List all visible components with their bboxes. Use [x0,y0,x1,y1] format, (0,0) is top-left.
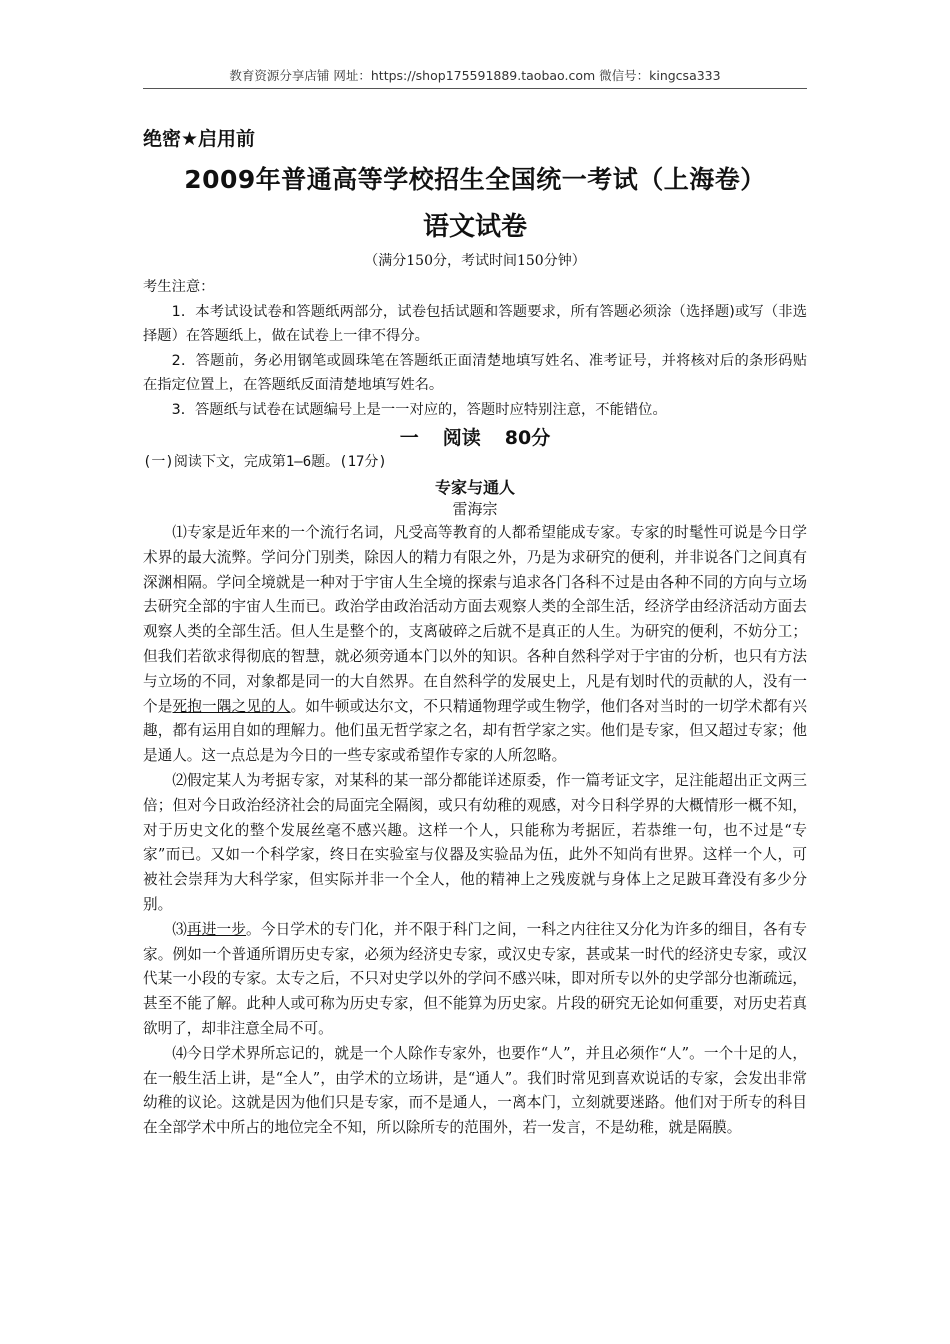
section-score: 80分 [504,427,551,449]
article-paragraph [143,918,807,1042]
section-heading [143,423,807,450]
notice-item: 1．本考试设试卷和答题纸两部分，试卷包括试题和答题要求，所有答题必须涂（选择题)或写（非选择题）在答题纸上，做在试卷上一律不得分。 [143,303,807,344]
section-number: 一 [399,427,419,449]
notice-item: 2．答题前，务必用钢笔或圆珠笔在答题纸正面清楚地填写姓名、准考证号，并将核对后的条形码贴在指定位置上，在答题纸反面清楚地填写姓名。 [143,352,807,393]
section-name: 阅读 [442,427,481,449]
exam-title: 2009年普通高等学校招生全国统一考试（上海卷） [184,165,766,194]
exam-subtitle: 语文试卷 [422,212,527,242]
paragraph-text: ⑴专家是近年来的一个流行名词，凡受高等教育的人都希望能成专家。专家的时髦性可说是今日学术界的最大流弊。学问分门别类，除因人的精力有限之外，乃是为求研究的便利，并非说各门之间真有深渊相隔。学问全境就是一种对于宇宙人生全境的探索与追求各门各科不过是由各种不同的方向与立场去研究全部的宇宙人生而已。政治学由政治活动方面去观察人类的全部生活，经济学由经济活动方面去观察人类的全部生活。但人生是整个的，支离破碎之后就不是真正的人生。为研究的便利，不妨分工；但我们若欲求得彻底的智慧，就必须旁通本门以外的知识。各种自然科学对于宇宙的分析，也只有方法与立场的不同，对象都是同一的大自然界。在自然科学的发展史上，凡是有划时代的贡献的人，没有一个是 [143,524,807,715]
score-time-note: （满分150分，考试时间150分钟） [364,253,586,269]
notice-lead: 考生注意： [143,279,215,295]
article-title: 专家与通人 [434,478,515,497]
notice-item: 3．答题纸与试卷在试题编号上是一一对应的，答题时应特别注意，不能错位。 [171,401,667,418]
confidential-label: 绝密★启用前 [143,128,256,150]
underlined-phrase: 死抱一隅之见的人 [172,697,291,715]
article-paragraph: ⑵假定某人为考据专家，对某科的某一部分都能详述原委，作一篇考证文字，足注能超出正文两三倍；但对今日政治经济社会的局面完全隔阂，或只有幼稚的观感，对今日科学界的大概情形一概不知，对于历史文化的整个发展丝毫不感兴趣。这样一个人，只能称为考据匠，若恭维一句，也不过是“专家”而已。又如一个科学家，终日在实验室与仪器及实验品为伍，此外不知尚有世界。这样一个人，可被社会崇拜为大科学家，但实际并非一个全人，他的精神上之残废就与身体上之足跛耳聋没有多少分别。 [143,771,807,913]
reading-instruction: (一)阅读下文，完成第1—6题。(17分) [143,454,387,470]
article-body [143,521,807,1141]
article-paragraph: ⑷今日学术界所忘记的，就是一个人除作专家外，也要作“人”，并且必须作“人”。一个十足的人，在一般生活上讲，是“全人”，由学术的立场讲，是“通人”。我们时常见到喜欢说话的专家，会发出非常幼稚的议论。这就是因为他们只是专家，而不是通人，一离本门，立刻就要迷路。他们对于所专的科目在全部学术中所占的地位完全不知，所以除所专的范围外，若一发言，不是幼稚，就是隔膜。 [143,1044,807,1137]
candidate-notice [143,275,807,422]
underlined-phrase: 再进一步 [186,920,247,938]
article-author: 雷海宗 [452,500,498,518]
article-paragraph [143,521,807,769]
paragraph-number: ⑶ [172,920,187,938]
paragraph-text: 。今日学术的专门化，并不限于科门之间，一科之内往往又分化为许多的细目，各有专家。例如一个普通所谓历史专家，必须为经济史专家，或汉史专家，甚或某一时代的经济史专家，或汉代某一小段的专家。太专之后，不只对史学以外的学问不感兴味，即对所专以外的史学部分也渐疏远，甚至不能了解。此种人或可称为历史专家，但不能算为历史家。片段的研究无论如何重要，对历史若真欲明了，却非注意全局不可。 [143,920,807,1037]
page-header: 教育资源分享店铺 网址：https://shop175591889.taobao.com 微信号：kingcsa333 [143,66,807,89]
paragraph-text: 。如牛顿或达尔文，不只精通物理学或生物学，他们各对当时的一切学术都有兴趣，都有运用自如的理解力。他们虽无哲学家之名，却有哲学家之实。他们是专家，但又超过专家；他是通人。这一点总是为今日的一些专家或希望作专家的人所忽略。 [143,697,807,765]
